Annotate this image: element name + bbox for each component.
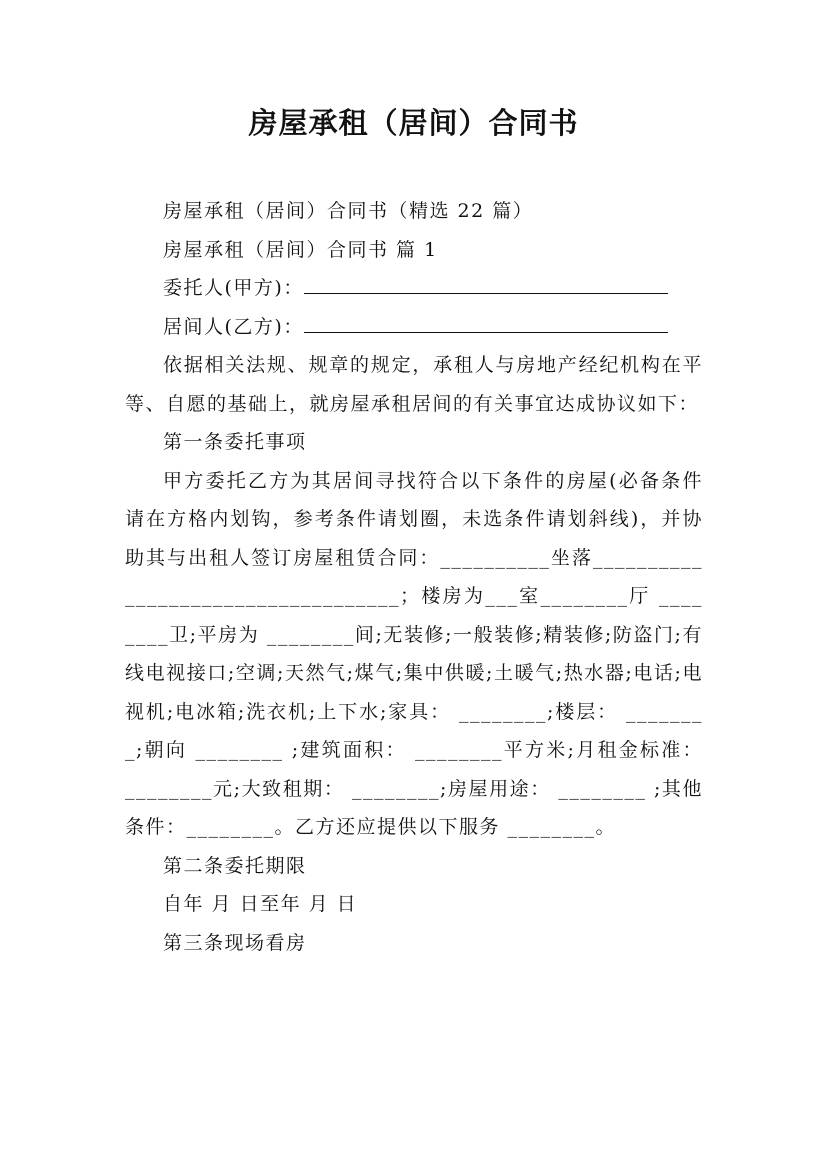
party-b-blank [304, 312, 668, 333]
party-b-line [125, 308, 703, 347]
section-line: 房屋承租（居间）合同书 篇 1 [163, 238, 438, 261]
party-a-label: 委托人(甲方)： [163, 277, 304, 299]
party-a-line [125, 269, 703, 308]
party-b-label: 居间人(乙方)： [163, 315, 304, 338]
intro-line: 房屋承租（居间）合同书（精选 22 篇） [163, 200, 534, 222]
article2-dates: 自年 月 日至年 月 日 [163, 893, 358, 915]
document-body [125, 192, 703, 962]
article3-heading: 第三条现场看房 [163, 931, 307, 954]
preamble-paragraph: 依据相关法规、规章的规定，承租人与房地产经纪机构在平等、自愿的基础上，就房屋承租居间的有关事宜达成协议如下： [125, 354, 703, 415]
article2-heading: 第二条委托期限 [163, 854, 307, 877]
article1-paragraph: 甲方委托乙方为其居间寻找符合以下条件的房屋(必备条件请在方格内划钩，参考条件请划圈，未选条件请划斜线)，并协助其与出租人签订房屋租赁合同：__________坐落___________________________________；楼房为___室________厅 ________卫;平房为 ________间;无装修;一般装修;精装修;防盗门;有线电视接口;空调;天然气;煤气;集中供暖;土暖气;热水器;电话;电视机;电冰箱;洗衣机;上下水;家具： ________;楼层： ________;朝向 ________ ;建筑面积： ________平方米;月租金标准： ________元;大致租期： ________;房屋用途： ________ ;其他条件：________。乙方还应提供以下服务 ________。 [125, 469, 703, 838]
party-a-blank [304, 273, 668, 294]
document-title: 房屋承租（居间）合同书 [248, 106, 579, 140]
article1-heading: 第一条委托事项 [163, 431, 307, 453]
